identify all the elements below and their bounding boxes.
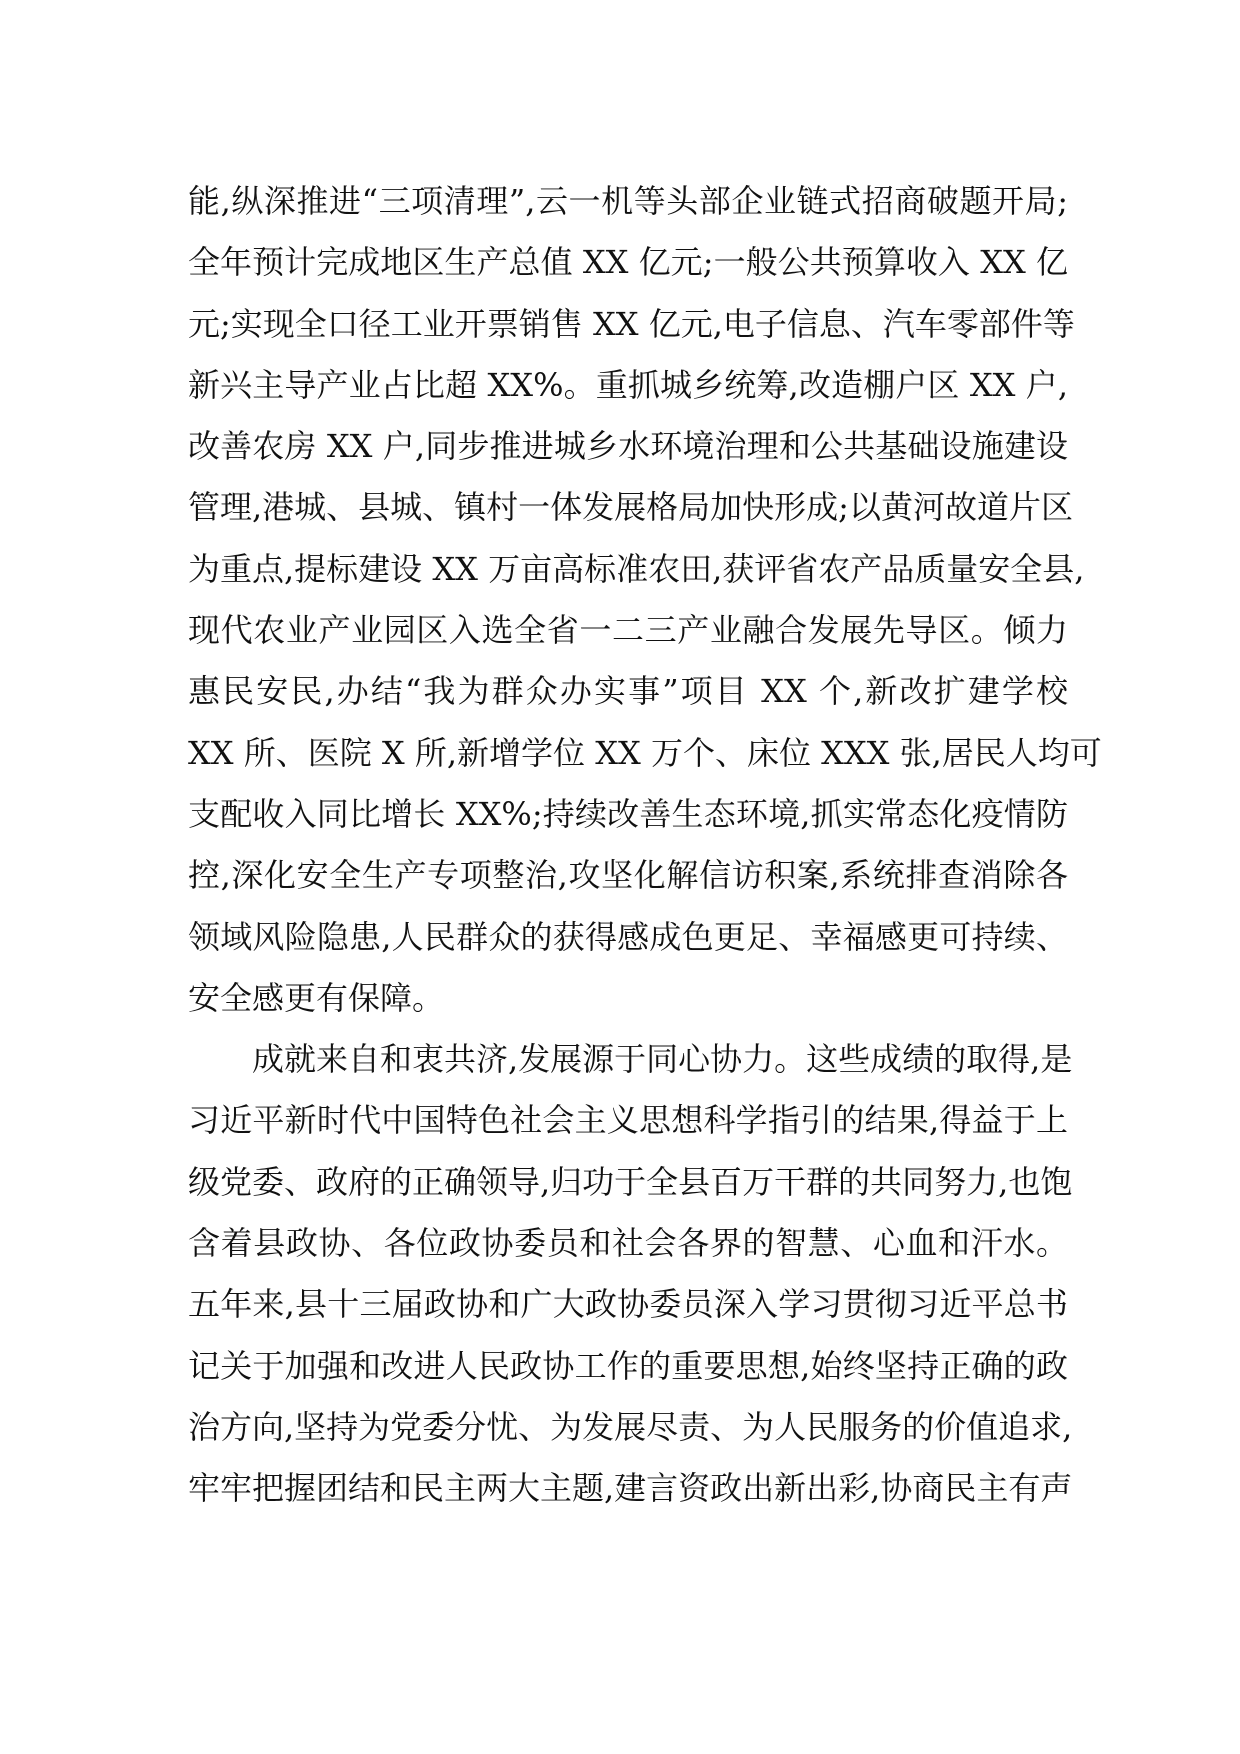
text-line: 治方向,坚持为党委分忧、为发展尽责、为人民服务的价值追求, (188, 1407, 1073, 1446)
text-line: 领域风险隐患,人民群众的获得感成色更足、幸福感更可持续、 (188, 917, 1068, 956)
text-line: 牢牢把握团结和民主两大主题,建言资政出新出彩,协商民主有声 (188, 1469, 1073, 1508)
text-line: 为重点,提标建设 XX 万亩高标准农田,获评省农产品质量安全县, (188, 549, 1085, 588)
text-line: 支配收入同比增长 XX%;持续改善生态环境,抓实常态化疫情防 (188, 794, 1068, 833)
text-line: 记关于加强和改进人民政协工作的重要思想,始终坚持正确的政 (188, 1346, 1068, 1385)
text-line: 习近平新时代中国特色社会主义思想科学指引的结果,得益于上 (188, 1101, 1068, 1140)
text-line: 新兴主导产业占比超 XX%。重抓城乡统筹,改造棚户区 XX 户, (188, 365, 1068, 404)
paragraph-1 (188, 171, 1102, 1029)
text-line: 安全感更有保障。 (188, 978, 445, 1017)
text-line: 含着县政协、各位政协委员和社会各界的智慧、心血和汗水。 (188, 1224, 1068, 1263)
text-line: 成就来自和衷共济,发展源于同心协力。这些成绩的取得,是 (252, 1040, 1073, 1079)
text-line: 惠民安民,办结“我为群众办实事”项目 XX 个,新改扩建学校 (188, 672, 1068, 711)
text-line: 全年预计完成地区生产总值 XX 亿元;一般公共预算收入 XX 亿 (188, 243, 1068, 282)
text-line: 改善农房 XX 户,同步推进城乡水环境治理和公共基础设施建设 (188, 427, 1068, 466)
text-line: 能,纵深推进“三项清理”,云一机等头部企业链式招商破题开局; (188, 182, 1068, 220)
text-line: 控,深化安全生产专项整治,攻坚化解信访积案,系统排查消除各 (188, 856, 1068, 895)
body-text (188, 171, 1102, 1520)
text-line: XX 所、医院 X 所,新增学位 XX 万个、床位 XXX 张,居民人均可 (188, 733, 1102, 772)
text-line: 管理,港城、县城、镇村一体发展格局加快形成;以黄河故道片区 (188, 488, 1073, 527)
text-line: 元;实现全口径工业开票销售 XX 亿元,电子信息、汽车零部件等 (188, 304, 1075, 343)
paragraph-2 (188, 1029, 1073, 1519)
text-line: 现代农业产业园区入选全省一二三产业融合发展先导区。倾力 (188, 611, 1068, 650)
text-line: 级党委、政府的正确领导,归功于全县百万干群的共同努力,也饱 (188, 1162, 1073, 1201)
text-line: 五年来,县十三届政协和广大政协委员深入学习贯彻习近平总书 (188, 1285, 1068, 1324)
